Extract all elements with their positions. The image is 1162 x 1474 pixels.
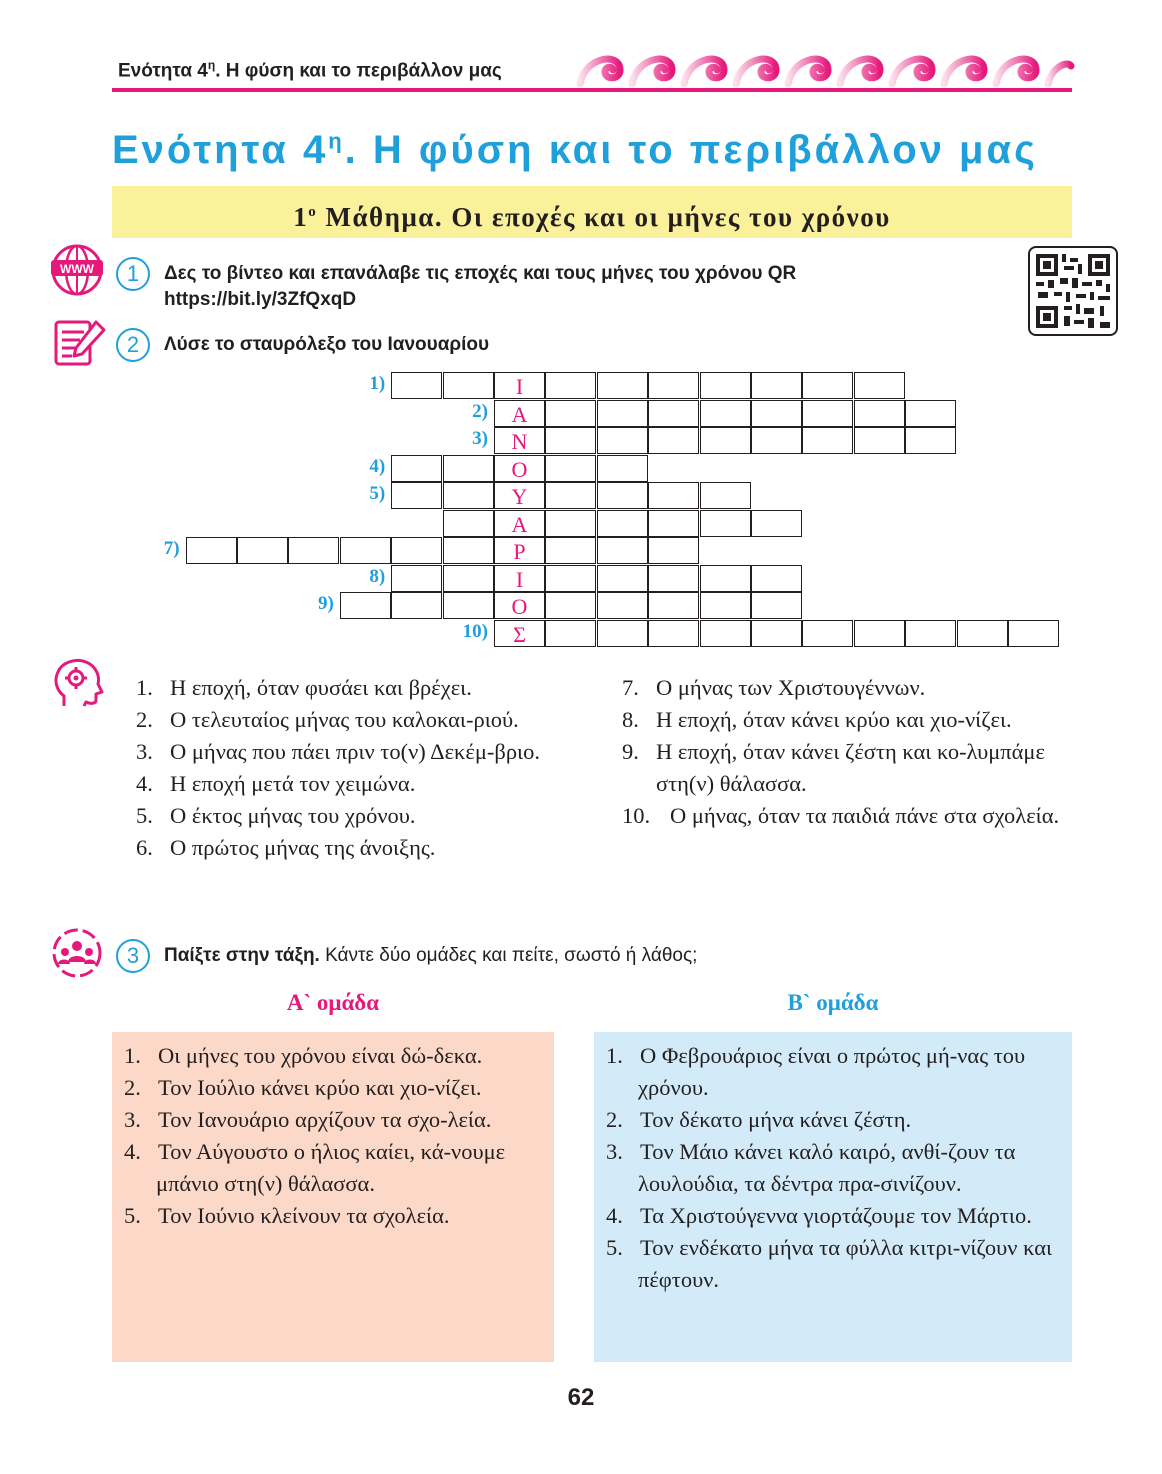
crossword-cell[interactable]: [648, 400, 699, 427]
clue-item: [622, 672, 1074, 704]
crossword-cell[interactable]: [648, 592, 699, 619]
statement-item: [124, 1200, 542, 1232]
clue-item-text: Ο έκτος μήνας του χρόνου.: [170, 803, 416, 828]
statement-item-number: 3.: [124, 1107, 141, 1132]
crossword-cell[interactable]: [443, 482, 494, 509]
crossword-cell[interactable]: [802, 372, 853, 399]
clue-item: [136, 832, 588, 864]
activity-3-instructions: Παίξτε στην τάξη. Κάντε δύο ομάδες και πείτε, σωστό ή λάθος;: [164, 945, 698, 966]
crossword-key-cell[interactable]: Α: [494, 510, 545, 537]
crossword-cell[interactable]: [443, 510, 494, 537]
activity-3-number: 3: [116, 939, 150, 973]
qr-code[interactable]: [1028, 246, 1118, 336]
statement-item-number: 2.: [606, 1107, 623, 1132]
clues-left-column: [136, 672, 588, 864]
greek-meander-decoration: [575, 46, 1075, 88]
clue-item: [622, 736, 1074, 800]
crossword-cell[interactable]: [905, 400, 956, 427]
head-gear-icon: [50, 656, 104, 710]
statement-item: [606, 1104, 1060, 1136]
activity-1-number: 1: [116, 257, 150, 291]
crossword-cell[interactable]: [391, 455, 442, 482]
statement-item-number: 3.: [606, 1139, 623, 1164]
crossword-row-number: 9): [317, 593, 334, 614]
clue-item-text: Η εποχή, όταν κάνει κρύο και χιο-νίζει.: [656, 707, 1012, 732]
clue-item: [622, 704, 1074, 736]
crossword-key-cell[interactable]: Α: [494, 400, 545, 427]
crossword-cell[interactable]: [443, 455, 494, 482]
crossword-cell[interactable]: [751, 400, 802, 427]
crossword-cell[interactable]: [545, 565, 596, 592]
crossword-cell[interactable]: [545, 372, 596, 399]
team-b-title: Β` ομάδα: [787, 990, 879, 1015]
crossword-cell[interactable]: [545, 592, 596, 619]
statement-item: [124, 1136, 542, 1200]
statement-item-text: Τον δέκατο μήνα κάνει ζέστη.: [640, 1107, 912, 1132]
crossword-cell[interactable]: [391, 592, 442, 619]
clue-item-number: 5.: [136, 803, 153, 828]
activity-2-number: 2: [116, 328, 150, 362]
group-people-icon: [50, 926, 104, 980]
crossword-cell[interactable]: [443, 372, 494, 399]
clue-item-text: Η εποχή μετά τον χειμώνα.: [170, 771, 416, 796]
crossword-cell[interactable]: [751, 372, 802, 399]
crossword-cell[interactable]: [545, 427, 596, 454]
statement-item: [124, 1104, 542, 1136]
statement-item-text: Τον Μάιο κάνει καλό καιρό, ανθί-ζουν τα λουλούδια, τα δέντρα πρα-σινίζουν.: [638, 1139, 1016, 1196]
crossword-cell[interactable]: [751, 565, 802, 592]
statement-item-text: Οι μήνες του χρόνου είναι δώ-δεκα.: [158, 1043, 483, 1068]
crossword-cell[interactable]: [802, 620, 853, 647]
clues-right-column: [622, 672, 1074, 832]
crossword-cell[interactable]: [443, 537, 494, 564]
crossword-cell[interactable]: [648, 427, 699, 454]
crossword-cell[interactable]: [854, 427, 905, 454]
statement-item-number: 1.: [124, 1043, 141, 1068]
crossword-cell[interactable]: [545, 455, 596, 482]
crossword-cell[interactable]: [854, 372, 905, 399]
clue-item-text: Ο μήνας, όταν τα παιδιά πάνε στα σχολεία.: [670, 803, 1060, 828]
crossword-cell[interactable]: [545, 537, 596, 564]
clue-item: [136, 672, 588, 704]
statement-item-number: 1.: [606, 1043, 623, 1068]
crossword-cell[interactable]: [288, 537, 339, 564]
statement-item-number: 5.: [606, 1235, 623, 1260]
crossword-cell[interactable]: [186, 537, 237, 564]
crossword-cell[interactable]: [391, 372, 442, 399]
crossword-cell[interactable]: [802, 400, 853, 427]
clue-item-number: 1.: [136, 675, 153, 700]
crossword-cell[interactable]: [597, 427, 648, 454]
statement-item-number: 4.: [124, 1139, 141, 1164]
statement-item-text: Τον Ιανουάριο αρχίζουν τα σχο-λεία.: [158, 1107, 492, 1132]
crossword-cell[interactable]: [340, 537, 391, 564]
team-a-title: Α` ομάδα: [286, 990, 380, 1015]
crossword-cell[interactable]: [648, 565, 699, 592]
crossword-key-cell[interactable]: Ο: [494, 592, 545, 619]
crossword-cell[interactable]: [802, 427, 853, 454]
crossword-cell[interactable]: [597, 620, 648, 647]
statement-item: [124, 1072, 542, 1104]
clue-item-text: Η εποχή, όταν κάνει ζέστη και κο-λυμπάμε στη(ν) θάλασσα.: [656, 739, 1045, 796]
crossword-cell[interactable]: [443, 592, 494, 619]
crossword-row-number: 4): [369, 455, 386, 477]
crossword-cell[interactable]: [340, 592, 391, 619]
clue-item-text: Η εποχή, όταν φυσάει και βρέχει.: [170, 675, 472, 700]
clue-item: [136, 704, 588, 736]
www-globe-icon: [50, 243, 104, 297]
clue-item: [622, 800, 1074, 832]
activity-2-instructions: Λύσε το σταυρόλεξο του Ιανουαρίου: [164, 334, 490, 355]
crossword-cell[interactable]: [1008, 620, 1059, 647]
video-link[interactable]: https://bit.ly/3ZfQxqD: [164, 289, 357, 310]
crossword-cell[interactable]: [648, 537, 699, 564]
crossword-cell[interactable]: [854, 620, 905, 647]
crossword-cell[interactable]: [905, 620, 956, 647]
statement-item-number: 5.: [124, 1203, 141, 1228]
statement-item-text: Τον ενδέκατο μήνα τα φύλλα κιτρι-νίζουν και πέφτουν.: [638, 1235, 1053, 1292]
clue-item: [136, 768, 588, 800]
statement-item: [606, 1232, 1060, 1296]
page-number: 62: [567, 1384, 595, 1411]
activity-1-instructions: [164, 261, 796, 313]
crossword-row-number: 5): [369, 483, 386, 504]
crossword-cell[interactable]: [700, 565, 751, 592]
team-b-statements: [594, 1032, 1072, 1362]
crossword-cell[interactable]: [597, 372, 648, 399]
crossword-key-cell[interactable]: Ο: [494, 455, 545, 482]
crossword-row-number: 10): [462, 620, 488, 642]
crossword-cell[interactable]: [597, 537, 648, 564]
crossword-key-cell[interactable]: Σ: [494, 620, 545, 647]
crossword-cell[interactable]: [648, 372, 699, 399]
clue-item-number: 10.: [622, 803, 651, 828]
crossword-cell[interactable]: [597, 510, 648, 537]
crossword-cell[interactable]: [700, 427, 751, 454]
crossword-cell[interactable]: [545, 482, 596, 509]
crossword-cell[interactable]: [700, 510, 751, 537]
crossword-cell[interactable]: [545, 510, 596, 537]
crossword-row-number: 8): [369, 565, 386, 587]
clue-item-text: Ο μήνας των Χριστουγέννων.: [656, 675, 926, 700]
statement-item: [124, 1040, 542, 1072]
crossword-cell[interactable]: [545, 620, 596, 647]
crossword-cell[interactable]: [597, 592, 648, 619]
statement-item-text: Τον Ιούλιο κάνει κρύο και χιο-νίζει.: [158, 1075, 482, 1100]
crossword-cell[interactable]: [648, 482, 699, 509]
clue-item-text: Ο πρώτος μήνας της άνοιξης.: [170, 835, 436, 860]
activity-1-text: Δες το βίντεο και επανάλαβε τις εποχές και τους μήνες του χρόνου QR: [164, 263, 797, 284]
crossword-cell[interactable]: [751, 427, 802, 454]
crossword-cell[interactable]: [648, 620, 699, 647]
crossword-cell[interactable]: [751, 620, 802, 647]
crossword-cell[interactable]: [237, 537, 288, 564]
svg-text:WWW: WWW: [60, 262, 94, 276]
crossword-cell[interactable]: [700, 400, 751, 427]
crossword-key-cell[interactable]: Ι: [494, 565, 545, 592]
clue-item: [136, 800, 588, 832]
crossword-row-number: 2): [472, 400, 488, 422]
crossword-cell[interactable]: [597, 400, 648, 427]
crossword-cell[interactable]: [854, 400, 905, 427]
crossword-cell[interactable]: [391, 482, 442, 509]
statement-item: [606, 1136, 1060, 1200]
clue-item-text: Ο μήνας που πάει πριν το(ν) Δεκέμ-βριο.: [170, 739, 540, 764]
statement-item-text: Τον Ιούνιο κλείνουν τα σχολεία.: [158, 1203, 450, 1228]
crossword-cell[interactable]: [700, 372, 751, 399]
header-rule: [112, 88, 1072, 92]
statement-item-text: Τον Αύγουστο ο ήλιος καίει, κά-νουμε μπάνιο στη(ν) θάλασσα.: [156, 1139, 506, 1196]
unit-title: Ενότητα $4^\eta$. Η φύση και το περιβάλλον μας: [112, 128, 1038, 172]
crossword-cell[interactable]: [597, 455, 648, 482]
crossword-cell[interactable]: [751, 510, 802, 537]
statement-item-text: Ο Φεβρουάριος είναι ο πρώτος μή-νας του χρόνου.: [638, 1043, 1026, 1100]
crossword-cell[interactable]: [443, 565, 494, 592]
running-header: Ενότητα $4^\eta$. Η φύση και το περιβάλλον μας: [118, 58, 502, 82]
statement-item-number: 2.: [124, 1075, 141, 1100]
clue-item-number: 6.: [136, 835, 153, 860]
clue-item-number: 3.: [136, 739, 153, 764]
lesson-title: $1^o$ Μάθημα. Οι εποχές και οι μήνες του χρόνου: [112, 186, 1072, 238]
crossword-cell[interactable]: [700, 482, 751, 509]
statement-item-number: 4.: [606, 1203, 623, 1228]
crossword-cell[interactable]: [700, 592, 751, 619]
clue-item-number: 4.: [136, 771, 153, 796]
clue-item-number: 9.: [622, 739, 639, 764]
clue-item: [136, 736, 588, 768]
pencil-notes-icon: [52, 316, 106, 370]
crossword-key-cell[interactable]: Ι: [494, 372, 545, 399]
clue-item-number: 7.: [622, 675, 639, 700]
crossword-cell[interactable]: [391, 537, 442, 564]
crossword-key-cell[interactable]: Ν: [494, 427, 545, 454]
crossword-cell[interactable]: [597, 482, 648, 509]
crossword-cell[interactable]: [648, 510, 699, 537]
statement-item: [606, 1200, 1060, 1232]
team-a-statements: [112, 1032, 554, 1362]
crossword-row-number: 7): [163, 538, 180, 559]
clue-item-text: Ο τελευταίος μήνας του καλοκαι-ριού.: [170, 707, 519, 732]
statement-item: [606, 1040, 1060, 1104]
crossword-cell[interactable]: [751, 592, 802, 619]
crossword-cell[interactable]: [957, 620, 1008, 647]
crossword-cell[interactable]: [597, 565, 648, 592]
crossword-key-cell[interactable]: Ρ: [494, 537, 545, 564]
clue-item-number: 2.: [136, 707, 153, 732]
crossword-cell[interactable]: [905, 427, 956, 454]
crossword-row-number: 3): [472, 428, 488, 449]
crossword-key-cell[interactable]: Υ: [494, 482, 545, 509]
crossword-row-number: 1): [369, 373, 386, 394]
crossword-cell[interactable]: [545, 400, 596, 427]
crossword-cell[interactable]: [700, 620, 751, 647]
statement-item-text: Τα Χριστούγεννα γιορτάζουμε τον Μάρτιο.: [640, 1203, 1032, 1228]
crossword-cell[interactable]: [391, 565, 442, 592]
clue-item-number: 8.: [622, 707, 639, 732]
